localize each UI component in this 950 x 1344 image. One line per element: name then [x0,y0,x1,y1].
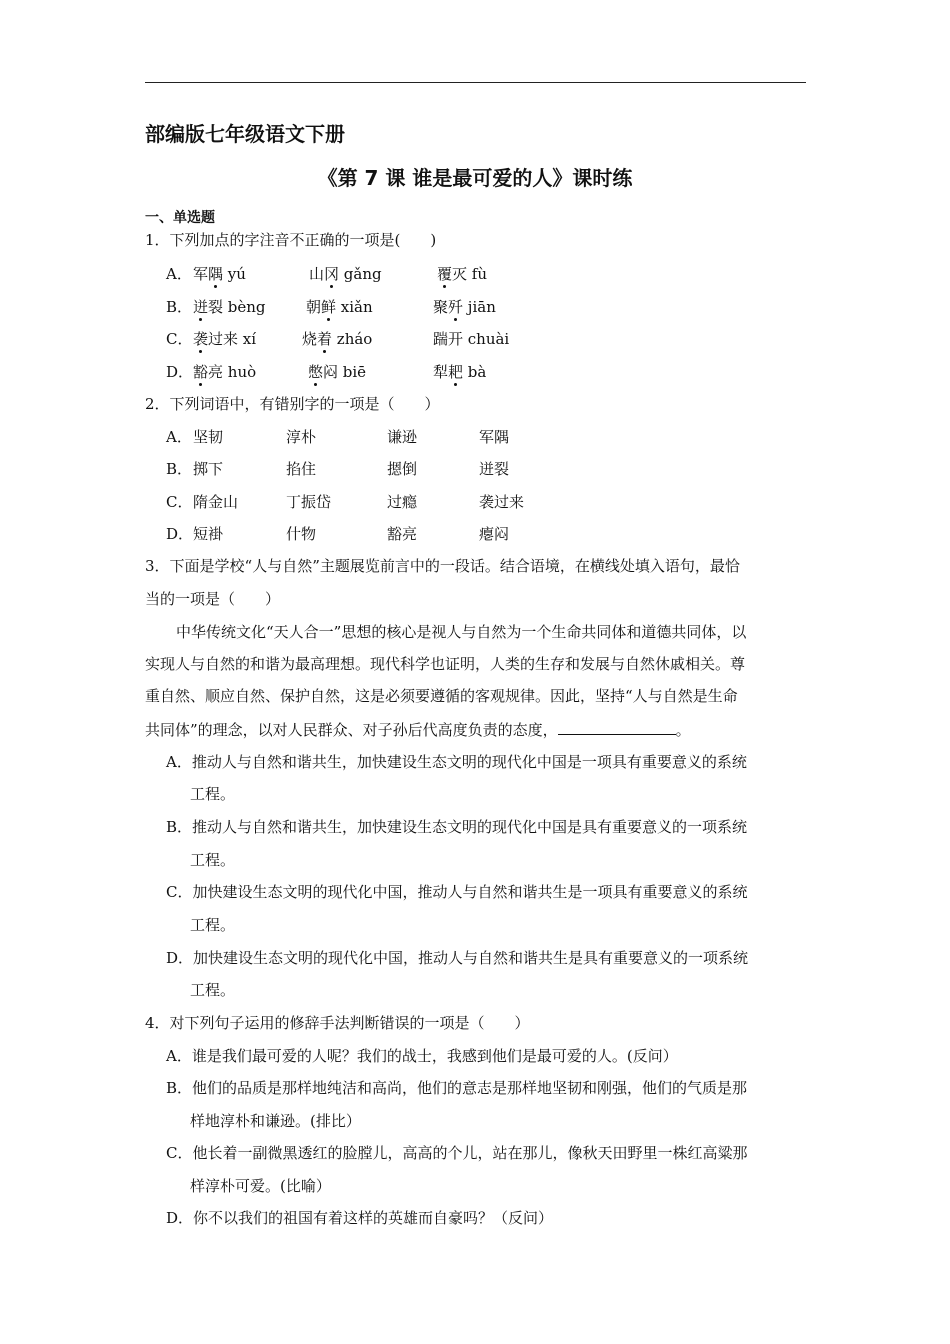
q3-option-a: A．推动人与自然和谐共生，加快建设生态文明的现代化中国是一项具有重要意义的系统 [166,753,747,771]
q2-word: 军隅 [479,428,510,446]
q1-d-word3: 犁耙 bà [433,363,487,381]
q3-passage-line3: 重自然、顺应自然、保护自然，这是必须要遵循的客观规律。因此，坚持“人与自然是生命 [145,687,738,705]
q2-word: 什物 [286,525,317,543]
option-label: A． [166,428,192,446]
q1-c-word3: 踹开 chuài [433,330,510,348]
q3-stem-line1: 3．下面是学校“人与自然”主题展览前言中的一段话。结合语境，在横线处填入语句，最恰 [145,557,740,575]
q2-word: 短褂 [193,525,224,543]
q2-stem: 2．下列词语中，有错别字的一项是（ ） [145,395,440,413]
answer-blank [558,718,676,735]
q4-option-a: A．谁是我们最可爱的人呢？我们的战士，我感到他们是最可爱的人。(反问） [166,1047,678,1065]
q1-c-word2: 烧着 zháo [302,330,373,348]
q3-option-d-cont: 工程。 [190,981,236,999]
option-label: C． [166,330,193,348]
q1-b-word2: 朝鲜 xiǎn [306,298,373,316]
q4-option-b: B．他们的品质是那样地纯洁和高尚，他们的意志是那样地坚韧和刚强，他们的气质是那 [166,1079,748,1097]
q2-word: 袭过来 [479,493,525,511]
q2-word: 坚韧 [193,428,224,446]
q2-word: 豁亮 [387,525,418,543]
header-rule [145,82,806,83]
q3-passage-line4: 共同体”的理念，以对人民群众、对子孙后代高度负责的态度， 。 [145,718,691,740]
q2-word: 过瘾 [387,493,418,511]
q1-a-word2: 山冈 gǎng [309,265,382,283]
q3-stem-line2: 当的一项是（ ） [145,590,281,608]
q3-option-c-cont: 工程。 [190,916,236,934]
q1-b-word3: 聚歼 jiān [433,298,496,316]
q1-d-word1: 豁亮 huò [193,363,257,381]
q4-option-d: D．你不以我们的祖国有着这样的英雄而自豪吗？（反问） [166,1209,554,1227]
q3-option-c: C．加快建设生态文明的现代化中国，推动人与自然和谐共生是一项具有重要意义的系统 [166,883,748,901]
q2-word: 隋金山 [193,493,239,511]
q1-b-word1: 迸裂 bèng [193,298,266,316]
q2-word: 淳朴 [286,428,317,446]
q1-c-word1: 袭过来 xí [193,330,257,348]
option-label: C． [166,493,193,511]
section-heading: 一、单选题 [145,210,215,226]
q1-a-word1: 军隅 yú [193,265,246,283]
q4-option-b-cont: 样地淳朴和谦逊。(排比） [190,1112,361,1130]
q3-passage-line2: 实现人与自然的和谐为最高理想。现代科学也证明，人类的生存和发展与自然休戚相关。尊 [145,655,746,673]
option-label: A． [166,265,192,283]
q1-a-word3: 覆灭 fù [437,265,487,283]
q2-word: 掐住 [286,460,317,478]
option-label: D． [166,525,194,543]
q2-word: 瘪闷 [479,525,510,543]
q4-stem: 4．对下列句子运用的修辞手法判断错误的一项是（ ） [145,1014,530,1032]
q3-passage-line1: 中华传统文化“天人合一”思想的核心是视人与自然为一个生命共同体和道德共同体，以 [176,623,747,641]
q2-word: 丁振岱 [286,493,332,511]
q4-option-c-cont: 样淳朴可爱。(比喻） [190,1177,331,1195]
subject-heading: 部编版七年级语文下册 [145,122,345,146]
q1-d-word2: 憋闷 biē [308,363,367,381]
option-label: B． [166,298,193,316]
page-title: 《第 7 课 谁是最可爱的人》课时练 [317,166,633,190]
q3-option-a-cont: 工程。 [190,785,236,803]
q2-word: 迸裂 [479,460,510,478]
q1-stem: 1．下列加点的字注音不正确的一项是( ) [145,231,437,249]
q3-option-b-cont: 工程。 [190,851,236,869]
option-label: D． [166,363,194,381]
q2-word: 掷下 [193,460,224,478]
q3-option-d: D．加快建设生态文明的现代化中国，推动人与自然和谐共生是具有重要意义的一项系统 [166,949,749,967]
q2-word: 摁倒 [387,460,418,478]
q3-option-b: B．推动人与自然和谐共生，加快建设生态文明的现代化中国是具有重要意义的一项系统 [166,818,748,836]
q2-word: 谦逊 [387,428,418,446]
q4-option-c: C．他长着一副微黑透红的脸膛儿，高高的个儿，站在那儿，像秋天田野里一株红高粱那 [166,1144,748,1162]
option-label: B． [166,460,193,478]
